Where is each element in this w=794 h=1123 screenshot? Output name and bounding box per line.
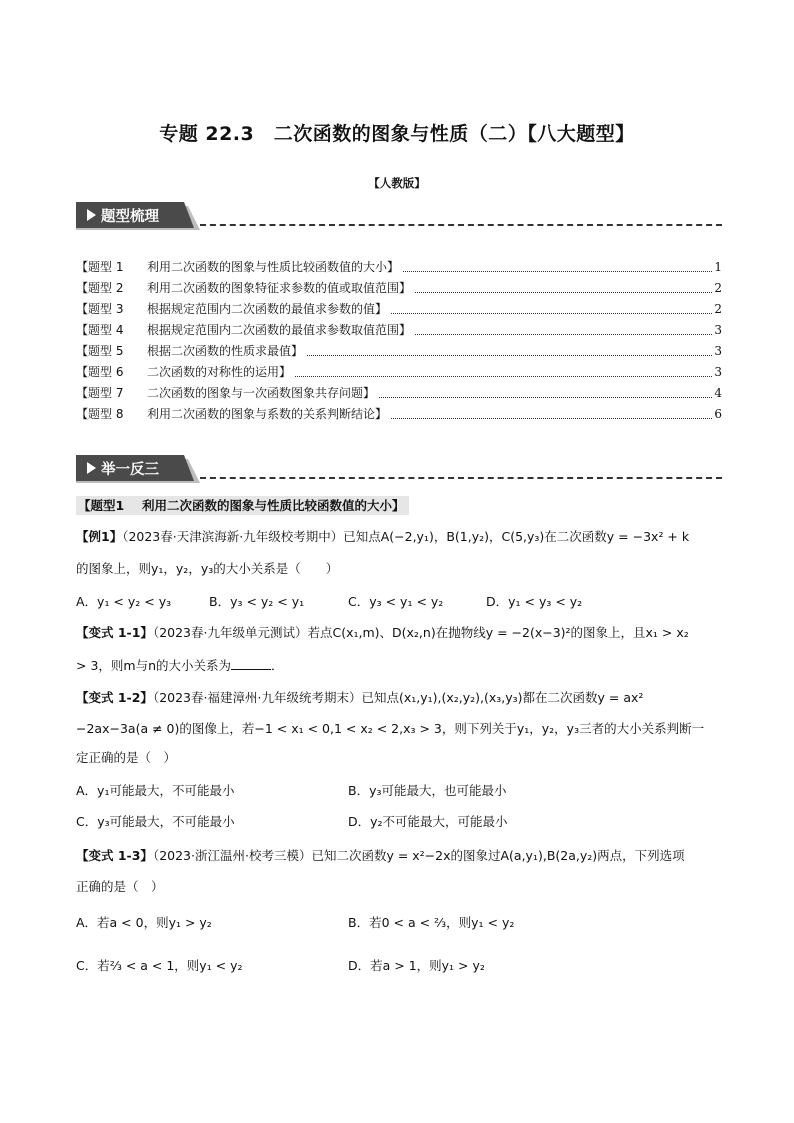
toc-page-number: 3 <box>714 344 722 358</box>
toc-entry-number: 【题型 1 <box>76 260 124 274</box>
example-tag: 【例1】 <box>76 529 123 544</box>
variant-text: ． <box>271 658 284 673</box>
option-d: D．y₂不可能最大，可能最小 <box>348 814 508 829</box>
example-line <box>76 527 689 547</box>
toc-entry-text: 二次函数的对称性的运用】 <box>147 365 292 379</box>
toc-page-number: 3 <box>714 323 722 337</box>
toc-entry[interactable] <box>76 300 722 318</box>
toc-entry[interactable] <box>76 384 722 402</box>
toc-entry-text: 二次函数的图象与一次函数图象共存问题】 <box>147 386 376 400</box>
option-d: D．若a > 1，则y₁ > y₂ <box>348 958 485 973</box>
option-a: A．若a < 0，则y₁ > y₂ <box>76 915 212 930</box>
variant-line <box>76 688 643 708</box>
section-label: 题型梳理 <box>101 209 159 225</box>
example-text: （2023春·天津滨海新·九年级校考期中）已知点A(−2,y₁)，B(1,y₂)，C(5,y₃)在二次函数y = −3x² + k <box>122 529 690 544</box>
option-b: B．y₃ < y₂ < y₁ <box>209 594 305 609</box>
toc-page-number: 4 <box>714 386 722 400</box>
toc-page-number: 2 <box>714 281 722 295</box>
section-label: 举一反三 <box>101 462 159 478</box>
toc-page-number: 1 <box>714 260 722 274</box>
section-header-overview <box>76 202 722 228</box>
toc-entry-text: 利用二次函数的图象与系数的关系判断结论】 <box>147 407 388 421</box>
variant-line <box>76 846 685 866</box>
topic-number: 【题型1 <box>78 498 125 513</box>
section-header-examples <box>76 455 722 481</box>
variant-text: （2023春·福建漳州·九年级统考期末）已知点(x₁,y₁),(x₂,y₂),(x₃,y₃)都在二次函数y = ax² <box>152 690 644 705</box>
toc-entry-text: 利用二次函数的图象特征求参数的值或取值范围】 <box>147 281 412 295</box>
variant-text: （2023春·九年级单元测试）若点C(x₁,m)、D(x₂,n)在抛物线y = −2(x−3)²的图象上，且x₁ > x₂ <box>152 625 689 640</box>
answer-blank[interactable] <box>231 656 271 670</box>
topic-text: 利用二次函数的图象与性质比较函数值的大小】 <box>142 498 405 513</box>
leader-dots <box>391 313 712 314</box>
variant-line <box>76 623 689 643</box>
toc-page-number: 6 <box>714 407 722 421</box>
toc-entry-text: 根据规定范围内二次函数的最值求参数取值范围】 <box>147 323 412 337</box>
option-c: C．y₃ < y₁ < y₂ <box>348 594 444 609</box>
variant-tag: 【变式 1-3】 <box>76 848 153 863</box>
toc-entry-number: 【题型 6 <box>76 365 124 379</box>
toc-entry-number: 【题型 2 <box>76 281 124 295</box>
variant-tag: 【变式 1-1】 <box>76 625 153 640</box>
dashed-divider <box>200 477 722 479</box>
toc-entry[interactable] <box>76 279 722 297</box>
leader-dots <box>415 292 712 293</box>
option-b: B．y₃可能最大，也可能最小 <box>348 783 507 798</box>
leader-dots <box>379 397 712 398</box>
toc-entry-text: 根据规定范围内二次函数的最值求参数的值】 <box>147 302 388 316</box>
toc-entry-text: 利用二次函数的图象与性质比较函数值的大小】 <box>147 260 400 274</box>
toc-entry-number: 【题型 3 <box>76 302 124 316</box>
toc-entry-number: 【题型 4 <box>76 323 124 337</box>
leader-dots <box>403 271 712 272</box>
option-d: D．y₁ < y₃ < y₂ <box>486 594 583 609</box>
variant-text: （2023·浙江温州·校考三模）已知二次函数y = x²−2x的图象过A(a,y₁),B(2a,y₂)两点，下列选项 <box>152 848 685 863</box>
dashed-divider <box>200 224 722 226</box>
page-title: 专题 22.3 二次函数的图象与性质（二）【八大题型】 <box>159 123 635 145</box>
toc-entry-number: 【题型 8 <box>76 407 124 421</box>
play-arrow-icon <box>87 462 96 474</box>
option-c: C．y₃可能最大，不可能最小 <box>76 814 235 829</box>
variant-line: −2ax−3a(a ≠ 0)的图像上，若−1 < x₁ < 0,1 < x₂ < 2,x₃ > 3，则下列关于y₁，y₂，y₃三者的大小关系判断一 <box>76 721 705 736</box>
example-line: 的图象上，则y₁，y₂，y₃的大小关系是（ ） <box>76 561 339 576</box>
leader-dots <box>307 355 712 356</box>
variant-text: > 3，则m与n的大小关系为 <box>76 658 231 673</box>
leader-dots <box>295 376 712 377</box>
toc-entry-text: 根据二次函数的性质求最值】 <box>147 344 304 358</box>
topic-heading <box>76 496 409 515</box>
toc-entry-number: 【题型 7 <box>76 386 124 400</box>
play-arrow-icon <box>87 209 96 221</box>
toc-entry[interactable] <box>76 342 722 360</box>
option-b: B．若0 < a < ⅔，则y₁ < y₂ <box>348 915 515 930</box>
option-a: A．y₁可能最大，不可能最小 <box>76 783 235 798</box>
toc-page-number: 3 <box>714 365 722 379</box>
leader-dots <box>415 334 712 335</box>
toc-entry[interactable] <box>76 258 722 276</box>
option-a: A．y₁ < y₂ < y₃ <box>76 594 172 609</box>
variant-tag: 【变式 1-2】 <box>76 690 153 705</box>
variant-line: 正确的是（ ） <box>76 879 164 894</box>
toc-entry[interactable] <box>76 405 722 423</box>
option-c: C．若⅔ < a < 1，则y₁ < y₂ <box>76 958 243 973</box>
toc-page-number: 2 <box>714 302 722 316</box>
toc-entry[interactable] <box>76 363 722 381</box>
variant-line: 定正确的是（ ） <box>76 750 177 765</box>
toc-entry[interactable] <box>76 321 722 339</box>
variant-line <box>76 656 284 676</box>
leader-dots <box>391 418 712 419</box>
edition-label: 【人教版】 <box>368 176 426 190</box>
toc-entry-number: 【题型 5 <box>76 344 124 358</box>
